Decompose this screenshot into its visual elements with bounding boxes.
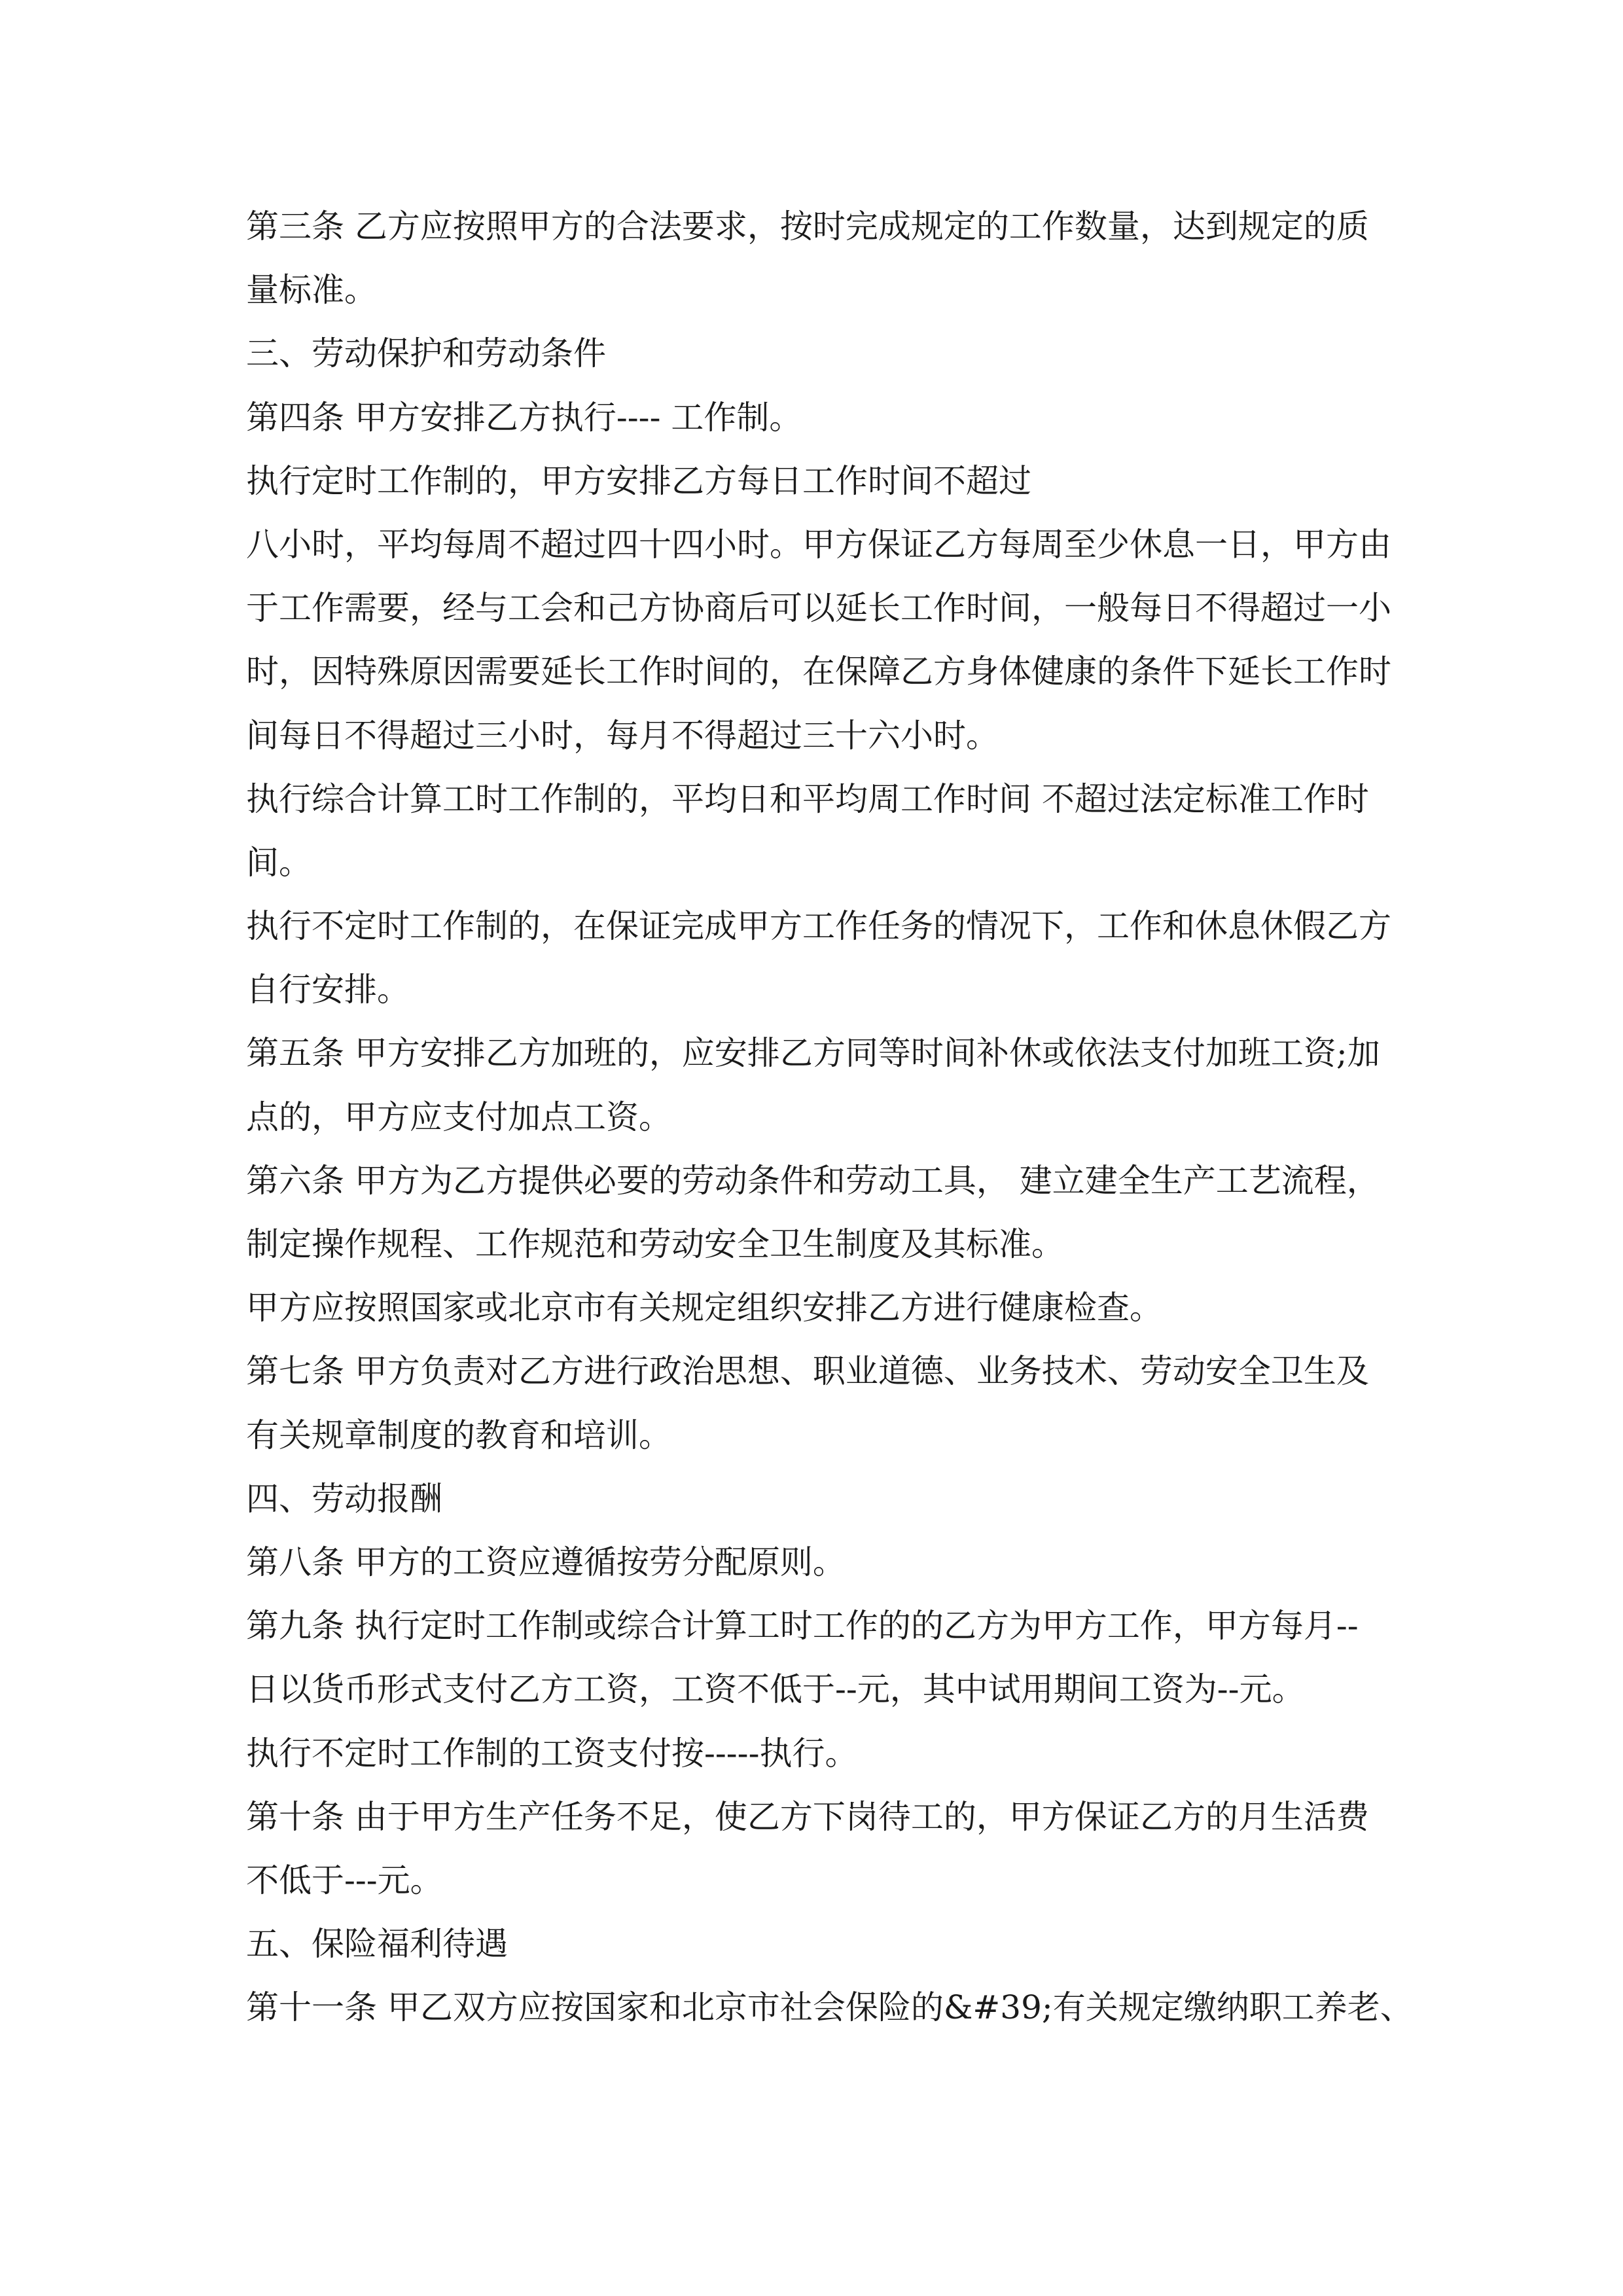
section-heading: 三、劳动保护和劳动条件 [246,334,606,373]
text-line: 第七条 甲方负责对乙方进行政治思想、职业道德、业务技术、劳动安全卫生及 [246,1352,1369,1391]
text-line: 于工作需要，经与工会和己方协商后可以延长工作时间，一般每日不得超过一小 [246,589,1391,628]
text-line: 第三条 乙方应按照甲方的合法要求，按时完成规定的工作数量，达到规定的质 [246,207,1369,245]
text-line: 甲方应按照国家或北京市有关规定组织安排乙方进行健康检查。 [246,1289,1162,1327]
text-line: 有关规章制度的教育和培训。 [246,1416,671,1454]
text-line: 第十条 由于甲方生产任务不足，使乙方下岗待工的，甲方保证乙方的月生活费 [246,1797,1369,1836]
text-line: 第十一条 甲乙双方应按国家和北京市社会保险的&#39;有关规定缴纳职工养老、 [246,1988,1413,2027]
section-heading: 四、劳动报酬 [246,1479,442,1518]
text-line: 时，因特殊原因需要延长工作时间的，在保障乙方身体健康的条件下延长工作时 [246,653,1391,691]
text-line: 第四条 甲方安排乙方执行---- 工作制。 [246,398,802,437]
text-line: 第五条 甲方安排乙方加班的，应安排乙方同等时间补休或依法支付加班工资;加 [246,1034,1380,1073]
text-line: 量标准。 [246,271,377,310]
text-line: 执行综合计算工时工作制的，平均日和平均周工作时间 不超过法定标准工作时 [246,780,1369,818]
text-line: 第九条 执行定时工作制或综合计算工时工作的的乙方为甲方工作，甲方每月-- [246,1607,1359,1645]
text-line: 执行不定时工作制的工资支付按-----执行。 [246,1734,858,1772]
text-line: 不低于---元。 [246,1861,443,1899]
text-line: 间。 [246,843,312,882]
text-line: 第六条 甲方为乙方提供必要的劳动条件和劳动工具， 建立建全生产工艺流程， [246,1161,1380,1200]
section-heading: 五、保险福利待遇 [246,1925,508,1964]
text-line: 日以货币形式支付乙方工资，工资不低于--元，其中试用期间工资为--元。 [246,1670,1305,1709]
text-line: 间每日不得超过三小时，每月不得超过三十六小时。 [246,716,999,755]
text-line: 八小时，平均每周不超过四十四小时。甲方保证乙方每周至少休息一日，甲方由 [246,525,1391,564]
text-line: 执行定时工作制的，甲方安排乙方每日工作时间不超过 [246,461,1031,500]
text-line: 执行不定时工作制的，在保证完成甲方工作任务的情况下，工作和休息休假乙方 [246,907,1391,946]
text-line: 第八条 甲方的工资应遵循按劳分配原则。 [246,1543,846,1581]
text-line: 点的，甲方应支付加点工资。 [246,1098,671,1136]
text-line: 自行安排。 [246,971,410,1009]
text-line: 制定操作规程、工作规范和劳动安全卫生制度及其标准。 [246,1225,1064,1263]
contract-body-text [246,195,1413,2039]
